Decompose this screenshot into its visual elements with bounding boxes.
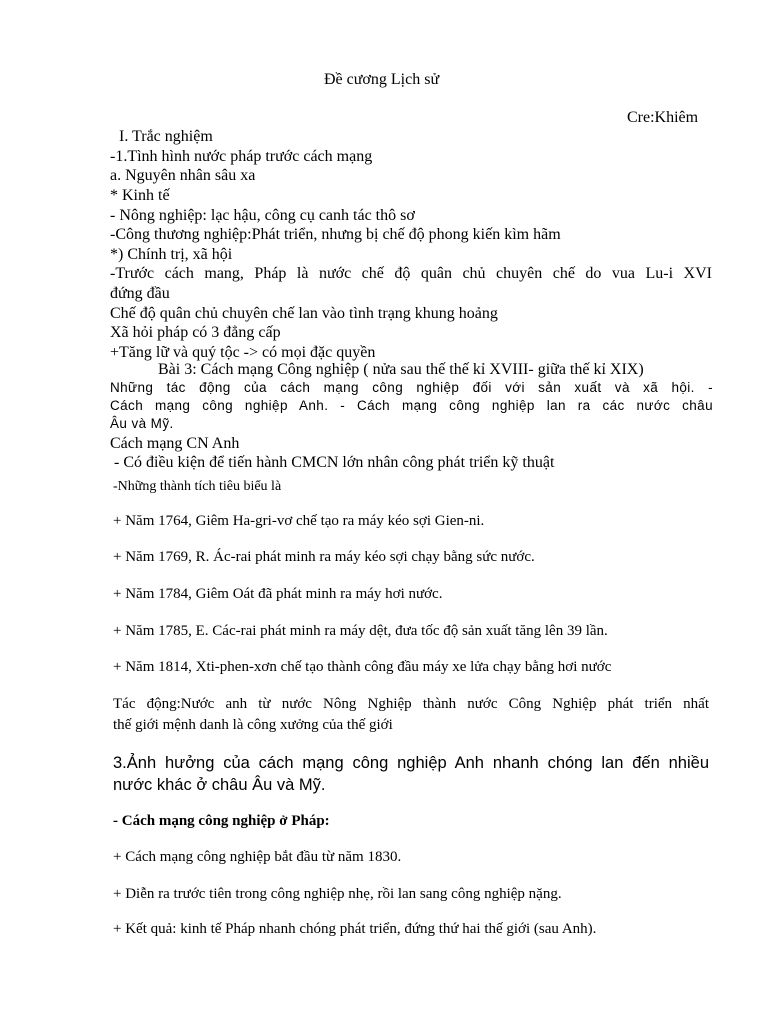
text-line: * Kinh tế	[110, 187, 170, 204]
text-line: Chế độ quân chủ chuyên chế lan vào tình trạng khung hoảng	[110, 305, 498, 322]
text-line: -Công thương nghiệp:Phát triển, nhưng bị chế độ phong kiến kìm hãm	[110, 226, 561, 243]
document-title: Đề cương Lịch sử	[324, 71, 440, 88]
section-heading: I. Trắc nghiệm	[119, 128, 213, 145]
text-line: thế giới mệnh danh là công xưởng của thế giới	[113, 717, 393, 733]
text-line: Âu và Mỹ.	[110, 416, 174, 431]
text-line: nước khác ở châu Âu và Mỹ.	[113, 776, 326, 794]
text-line: Những tác động của cách mạng công nghiệp đối với sản xuất và xã hội. -	[110, 380, 713, 395]
subsection-heading: - Cách mạng công nghiệp ở Pháp:	[113, 813, 330, 829]
text-line: Tác động:Nước anh từ nước Nông Nghiệp thành nước Công Nghiệp phát triển nhất	[113, 696, 709, 712]
list-item: + Cách mạng công nghiệp bắt đầu từ năm 1830.	[113, 849, 402, 865]
list-item: + Năm 1785, E. Các-rai phát minh ra máy dệt, đưa tốc độ sản xuất tăng lên 39 lần.	[113, 623, 608, 639]
text-line: Cách mạng công nghiệp Anh. - Cách mạng công nghiệp lan ra các nước châu	[110, 398, 713, 413]
list-item: + Năm 1784, Giêm Oát đã phát minh ra máy hơi nước.	[113, 586, 443, 602]
text-line: - Nông nghiệp: lạc hậu, công cụ canh tác thô sơ	[110, 207, 415, 224]
list-item: + Diễn ra trước tiên trong công nghiệp nhẹ, rồi lan sang công nghiệp nặng.	[113, 886, 562, 902]
text-line: a. Nguyên nhân sâu xa	[110, 167, 256, 184]
list-item: + Năm 1769, R. Ác-rai phát minh ra máy kéo sợi chạy bằng sức nước.	[113, 549, 535, 565]
text-line: đứng đầu	[110, 285, 170, 302]
list-item: + Năm 1814, Xti-phen-xơn chế tạo thành công đầu máy xe lửa chạy bằng hơi nước	[113, 659, 612, 675]
author-credit: Cre:Khiêm	[627, 109, 699, 126]
list-item: + Kết quả: kinh tế Pháp nhanh chóng phát triển, đứng thứ hai thế giới (sau Anh).	[113, 921, 597, 937]
text-line: -Trước cách mang, Pháp là nước chế độ quân chủ chuyên chế do vua Lu-i XVI	[110, 265, 712, 282]
text-line: -Những thành tích tiêu biểu là	[113, 479, 282, 494]
text-line: - Có điều kiện để tiến hành CMCN lớn nhân công phát triển kỹ thuật	[114, 454, 555, 471]
text-line: Cách mạng CN Anh	[110, 435, 240, 452]
list-item: + Năm 1764, Giêm Ha-gri-vơ chế tạo ra máy kéo sợi Gien-ni.	[113, 513, 485, 529]
text-line: -1.Tình hình nước pháp trước cách mạng	[110, 148, 373, 165]
text-line: +Tăng lữ và quý tộc -> có mọi đặc quyền	[110, 344, 376, 361]
text-line: Xã hỏi pháp có 3 đẳng cấp	[110, 324, 281, 341]
text-line: *) Chính trị, xã hội	[110, 246, 233, 263]
section-heading: 3.Ảnh hưởng của cách mạng công nghiệp Anh nhanh chóng lan đến nhiều	[113, 754, 709, 772]
lesson-heading: Bài 3: Cách mạng Công nghiệp ( nửa sau thế thế kỉ XVIII- giữa thế kỉ XIX)	[158, 361, 644, 378]
